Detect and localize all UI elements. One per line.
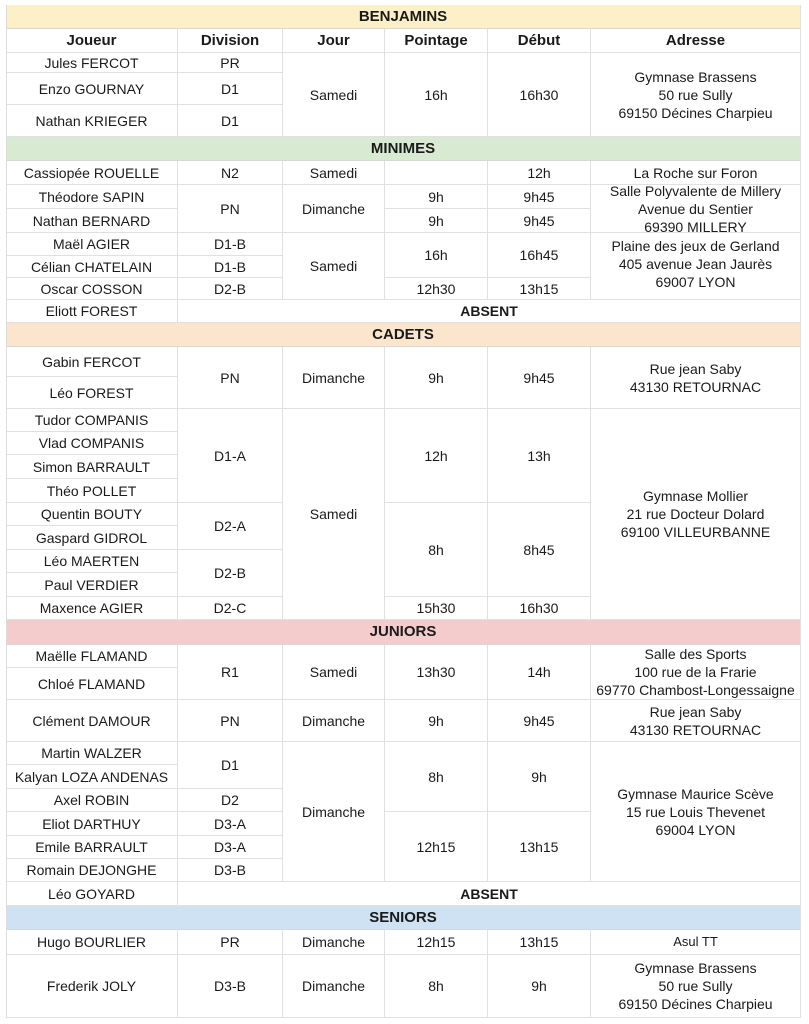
division-cell: D2-B	[178, 550, 283, 597]
player-name: Cassiopée ROUELLE	[6, 161, 178, 185]
start-time-cell: 9h	[488, 742, 591, 812]
player-name: Hugo BOURLIER	[6, 930, 178, 955]
day-cell: Samedi	[283, 233, 385, 300]
address-line: 100 rue de la Frarie	[634, 664, 757, 680]
division-cell: PR	[178, 53, 283, 73]
player-name: Kalyan LOZA ANDENAS	[6, 765, 178, 789]
checkin-time-cell: 12h	[385, 409, 488, 503]
column-header-debut: Début	[488, 29, 591, 53]
column-header-pointage: Pointage	[385, 29, 488, 53]
checkin-time-cell: 13h30	[385, 645, 488, 700]
day-cell: Dimanche	[283, 930, 385, 955]
player-name: Eliott FOREST	[6, 300, 178, 323]
division-cell: PR	[178, 930, 283, 955]
start-time-cell: 9h45	[488, 347, 591, 409]
address-cell	[591, 955, 801, 1018]
checkin-time-cell: 8h	[385, 955, 488, 1018]
start-time-cell: 14h	[488, 645, 591, 700]
column-header-joueur: Joueur	[6, 29, 178, 53]
checkin-time-cell: 12h30	[385, 278, 488, 300]
division-cell: D1-B	[178, 256, 283, 278]
checkin-time-cell: 9h	[385, 185, 488, 209]
division-cell: D3-A	[178, 812, 283, 836]
player-name: Jules FERCOT	[6, 53, 178, 73]
section-header-benjamins: BENJAMINS	[6, 5, 801, 29]
address-line: 405 avenue Jean Jaurès	[618, 256, 773, 272]
start-time-cell: 9h45	[488, 185, 591, 209]
address-line: 43130 RETOURNAC	[629, 721, 762, 738]
start-time-cell: 9h45	[488, 209, 591, 233]
column-header-division: Division	[178, 29, 283, 53]
address-line: Gymnase Brassens	[634, 960, 757, 976]
address-cell	[591, 700, 801, 742]
absent-label: ABSENT	[178, 300, 801, 323]
player-name: Paul VERDIER	[6, 573, 178, 597]
division-cell: D2	[178, 789, 283, 812]
player-name: Quentin BOUTY	[6, 503, 178, 526]
player-name: Clément DAMOUR	[6, 700, 178, 742]
division-cell: D2-A	[178, 503, 283, 550]
checkin-time-cell: 9h	[385, 700, 488, 742]
address-cell	[591, 645, 801, 700]
section-header-minimes: MINIMES	[6, 137, 801, 161]
address-line: 69100 VILLEURBANNE	[620, 524, 771, 540]
division-cell: D1	[178, 105, 283, 137]
address-cell	[591, 161, 801, 185]
address-line: Gymnase Mollier	[642, 488, 749, 504]
player-name: Chloé FLAMAND	[6, 668, 178, 700]
address-line: Gymnase Maurice Scève	[617, 785, 774, 802]
division-cell: N2	[178, 161, 283, 185]
division-cell: D3-B	[178, 955, 283, 1018]
division-cell: D3-B	[178, 859, 283, 882]
address-line: 69150 Décines Charpieu	[618, 996, 773, 1012]
division-cell: D1	[178, 73, 283, 105]
player-name: Nathan BERNARD	[6, 209, 178, 233]
player-name: Axel ROBIN	[6, 789, 178, 812]
address-line: 50 rue Sully	[658, 86, 733, 103]
address-line: 69150 Décines Charpieu	[618, 104, 773, 121]
player-name: Célian CHATELAIN	[6, 256, 178, 278]
address-line: 21 rue Docteur Dolard	[626, 506, 765, 522]
address-line: Asul TT	[673, 934, 718, 949]
address-line: 43130 RETOURNAC	[629, 378, 762, 395]
checkin-time-cell: 15h30	[385, 597, 488, 620]
checkin-time-cell: 16h	[385, 53, 488, 137]
checkin-time-cell: 8h	[385, 503, 488, 597]
checkin-time-cell: 12h15	[385, 930, 488, 955]
start-time-cell: 13h	[488, 409, 591, 503]
player-name: Martin WALZER	[6, 742, 178, 765]
address-line: 69390 MILLERY	[644, 218, 747, 233]
player-name: Maëlle FLAMAND	[6, 645, 178, 668]
address-cell	[591, 53, 801, 137]
player-name: Léo MAERTEN	[6, 550, 178, 573]
division-cell: D2-C	[178, 597, 283, 620]
player-name: Théodore SAPIN	[6, 185, 178, 209]
start-time-cell: 12h	[488, 161, 591, 185]
checkin-time-cell	[385, 161, 488, 185]
day-cell: Samedi	[283, 161, 385, 185]
division-cell: D3-A	[178, 836, 283, 859]
address-cell	[591, 347, 801, 409]
section-header-cadets: CADETS	[6, 323, 801, 347]
address-line: Rue jean Saby	[649, 360, 742, 377]
player-name: Maxence AGIER	[6, 597, 178, 620]
player-name: Gabin FERCOT	[6, 347, 178, 377]
start-time-cell: 13h15	[488, 812, 591, 882]
checkin-time-cell: 8h	[385, 742, 488, 812]
day-cell: Dimanche	[283, 185, 385, 233]
player-name: Emile BARRAULT	[6, 836, 178, 859]
player-name: Léo GOYARD	[6, 882, 178, 906]
address-line: 15 rue Louis Thevenet	[625, 803, 766, 820]
player-name: Vlad COMPANIS	[6, 432, 178, 455]
address-line: Salle Polyvalente de Millery	[609, 185, 782, 199]
start-time-cell: 8h45	[488, 503, 591, 597]
address-line: 50 rue Sully	[658, 978, 733, 994]
player-name: Tudor COMPANIS	[6, 409, 178, 432]
address-line: Salle des Sports	[644, 646, 747, 662]
checkin-time-cell: 9h	[385, 347, 488, 409]
day-cell: Dimanche	[283, 347, 385, 409]
day-cell: Samedi	[283, 53, 385, 137]
address-line: 69004 LYON	[655, 821, 736, 838]
division-cell: D2-B	[178, 278, 283, 300]
division-cell: PN	[178, 700, 283, 742]
start-time-cell: 16h30	[488, 53, 591, 137]
address-line: 69770 Chambost-Longessaigne	[596, 682, 795, 698]
start-time-cell: 13h15	[488, 278, 591, 300]
division-cell: PN	[178, 185, 283, 233]
day-cell: Dimanche	[283, 742, 385, 882]
section-header-seniors: SENIORS	[6, 906, 801, 930]
address-line: Gymnase Brassens	[634, 68, 757, 85]
checkin-time-cell: 12h15	[385, 812, 488, 882]
column-header-adresse: Adresse	[591, 29, 801, 53]
player-name: Simon BARRAULT	[6, 455, 178, 479]
day-cell: Samedi	[283, 645, 385, 700]
division-cell: D1-A	[178, 409, 283, 503]
division-cell: D1-B	[178, 233, 283, 256]
absent-label: ABSENT	[178, 882, 801, 906]
address-cell	[591, 185, 801, 233]
start-time-cell: 9h	[488, 955, 591, 1018]
start-time-cell: 9h45	[488, 700, 591, 742]
player-name: Maël AGIER	[6, 233, 178, 256]
address-line: La Roche sur Foron	[633, 164, 758, 181]
player-name: Gaspard GIDROL	[6, 526, 178, 550]
player-name: Léo FOREST	[6, 377, 178, 409]
checkin-time-cell: 9h	[385, 209, 488, 233]
start-time-cell: 16h45	[488, 233, 591, 278]
division-cell: PN	[178, 347, 283, 409]
address-line: Rue jean Saby	[649, 703, 742, 720]
division-cell: D1	[178, 742, 283, 789]
start-time-cell: 16h30	[488, 597, 591, 620]
address-line: Avenue du Sentier	[638, 200, 753, 217]
player-name: Théo POLLET	[6, 479, 178, 503]
address-cell	[591, 233, 801, 300]
address-line: Plaine des jeux de Gerland	[611, 238, 780, 254]
checkin-time-cell: 16h	[385, 233, 488, 278]
day-cell: Dimanche	[283, 700, 385, 742]
player-name: Enzo GOURNAY	[6, 73, 178, 105]
address-cell	[591, 409, 801, 620]
section-header-juniors: JUNIORS	[6, 620, 801, 645]
player-name: Eliot DARTHUY	[6, 812, 178, 836]
start-time-cell: 13h15	[488, 930, 591, 955]
address-cell	[591, 742, 801, 882]
address-line: 69007 LYON	[655, 274, 736, 290]
day-cell: Dimanche	[283, 955, 385, 1018]
player-name: Frederik JOLY	[6, 955, 178, 1018]
day-cell: Samedi	[283, 409, 385, 620]
player-name: Oscar COSSON	[6, 278, 178, 300]
column-header-jour: Jour	[283, 29, 385, 53]
division-cell: R1	[178, 645, 283, 700]
address-cell	[591, 930, 801, 955]
player-name: Nathan KRIEGER	[6, 105, 178, 137]
player-name: Romain DEJONGHE	[6, 859, 178, 882]
